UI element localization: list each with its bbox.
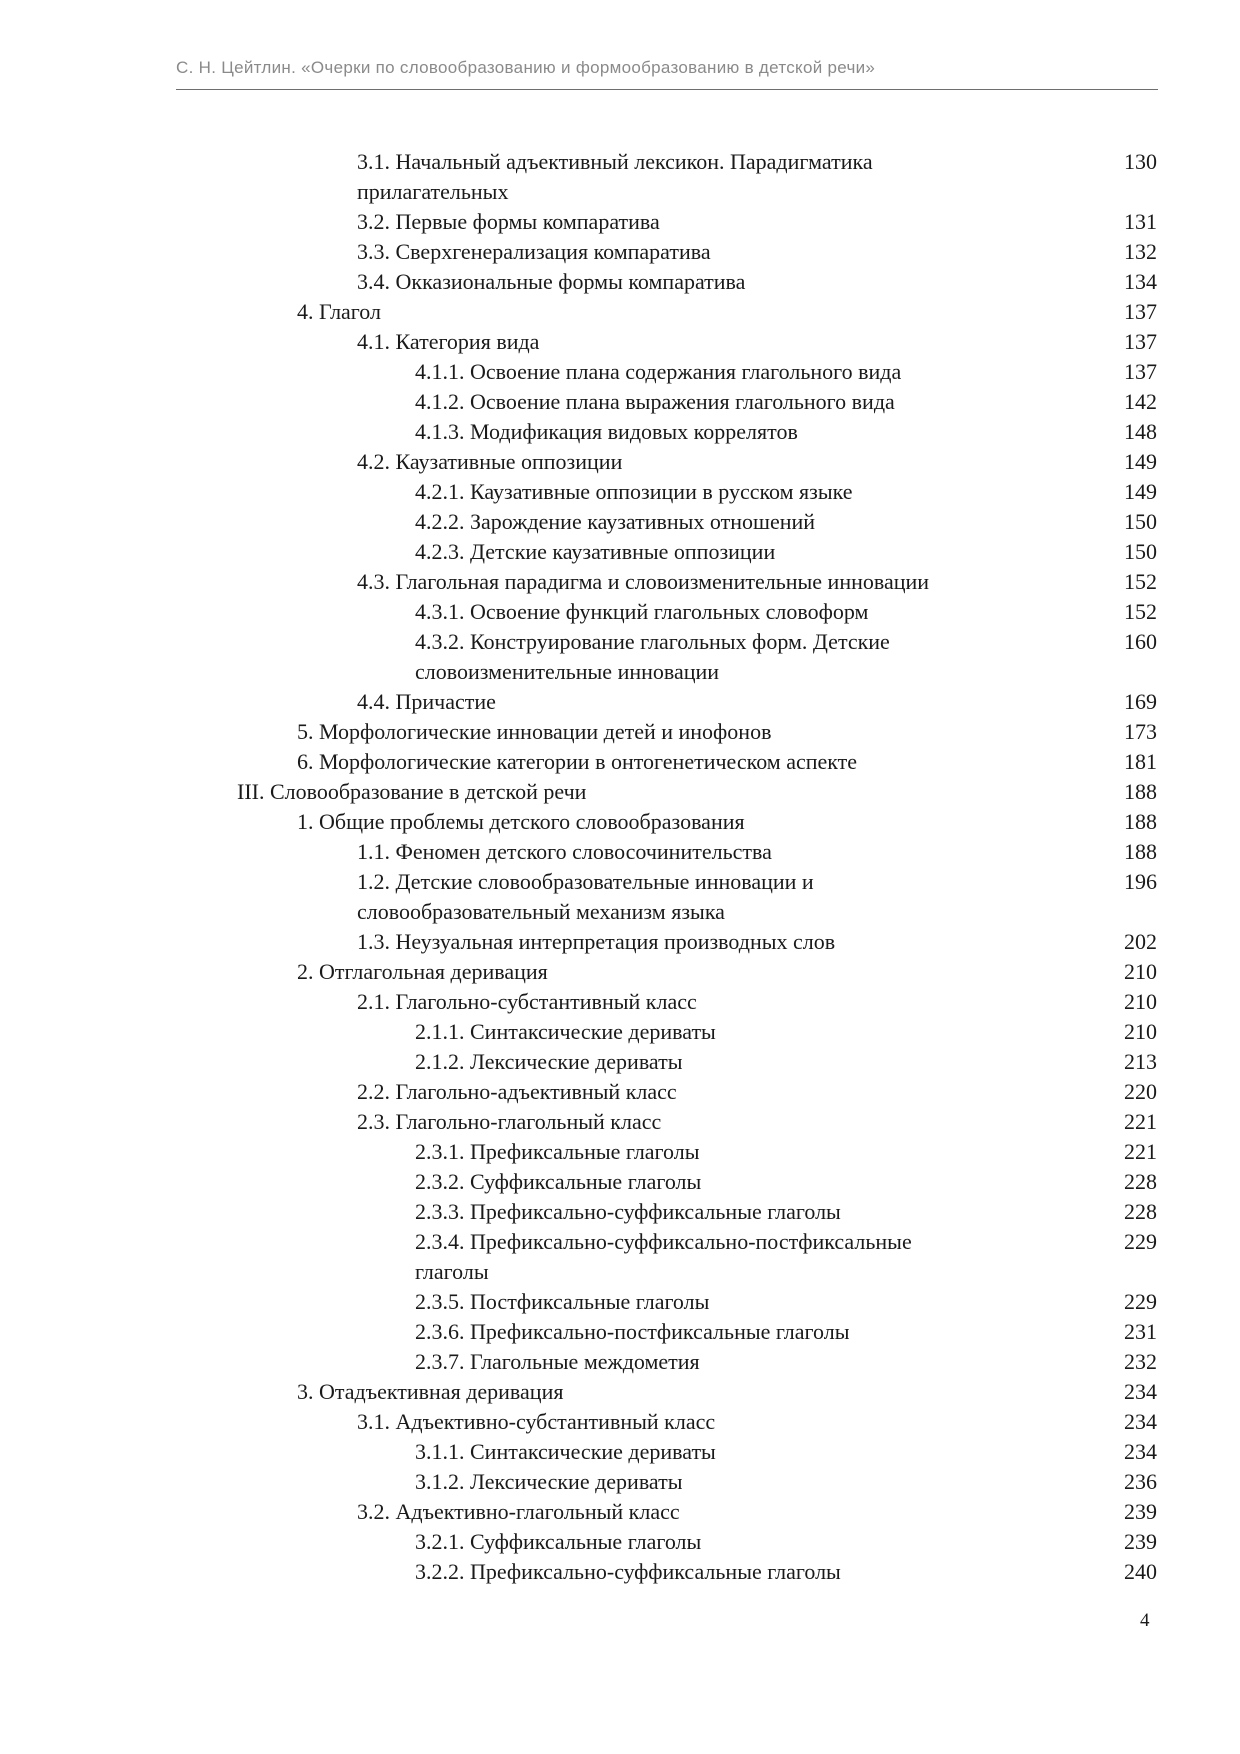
toc-entry — [0, 387, 1240, 417]
toc-entry-title: 3.1.2. Лексические дериваты — [415, 1469, 683, 1494]
toc-entry-title: 2.2. Глагольно-адъективный класс — [357, 1079, 677, 1104]
toc-entry-page: 134 — [1124, 269, 1157, 294]
toc-entry-page: 239 — [1124, 1529, 1157, 1554]
table-of-contents — [0, 147, 1240, 1587]
toc-entry-title: 2.3.7. Глагольные междометия — [415, 1349, 700, 1374]
toc-entry-title: 4.2.3. Детские каузативные оппозиции — [415, 539, 776, 564]
toc-entry — [0, 1107, 1240, 1137]
toc-entry — [0, 1377, 1240, 1407]
toc-entry-page: 210 — [1124, 989, 1157, 1014]
toc-entry-page: 152 — [1124, 599, 1157, 624]
toc-entry-page: 232 — [1124, 1349, 1157, 1374]
toc-entry-title: 3.1. Начальный адъективный лексикон. Парадигматика прилагательных — [357, 149, 873, 204]
toc-entry-title: 4.2. Каузативные оппозиции — [357, 449, 623, 474]
toc-entry-title: 2.3.1. Префиксальные глаголы — [415, 1139, 700, 1164]
toc-entry — [0, 537, 1240, 567]
toc-entry — [0, 1557, 1240, 1587]
toc-entry — [0, 1047, 1240, 1077]
toc-entry — [0, 477, 1240, 507]
toc-entry-title: 4.1.1. Освоение плана содержания глагольного вида — [415, 359, 902, 384]
toc-entry-title: 1. Общие проблемы детского словообразования — [297, 809, 745, 834]
toc-entry-page: 181 — [1124, 749, 1157, 774]
toc-entry-title: 2. Отглагольная деривация — [297, 959, 548, 984]
toc-entry-page: 188 — [1124, 779, 1157, 804]
toc-entry — [0, 717, 1240, 747]
toc-entry-title: 2.3.2. Суффиксальные глаголы — [415, 1169, 702, 1194]
toc-entry — [0, 1017, 1240, 1047]
toc-entry — [0, 1347, 1240, 1377]
toc-entry-title: 4.3.1. Освоение функций глагольных словоформ — [415, 599, 869, 624]
toc-entry-title: 2.3.3. Префиксально-суффиксальные глаголы — [415, 1199, 841, 1224]
toc-entry-title: 4.1. Категория вида — [357, 329, 540, 354]
toc-entry-page: 220 — [1124, 1079, 1157, 1104]
toc-entry — [0, 1437, 1240, 1467]
toc-entry-page: 229 — [1124, 1289, 1157, 1314]
toc-entry — [0, 507, 1240, 537]
toc-entry-title: 3.2. Адъективно-глагольный класс — [357, 1499, 680, 1524]
toc-entry-page: 137 — [1124, 329, 1157, 354]
toc-entry-title: 3. Отадъективная деривация — [297, 1379, 564, 1404]
toc-entry-title: 3.2.1. Суффиксальные глаголы — [415, 1529, 702, 1554]
toc-entry — [0, 327, 1240, 357]
toc-entry-page: 228 — [1124, 1199, 1157, 1224]
toc-entry-title: 6. Морфологические категории в онтогенетическом аспекте — [297, 749, 858, 774]
toc-entry-title: 2.1. Глагольно-субстантивный класс — [357, 989, 697, 1014]
toc-entry — [0, 807, 1240, 837]
toc-entry-title: 2.3.4. Префиксально-суффиксально-постфиксальные глаголы — [415, 1229, 912, 1284]
toc-entry-title: 5. Морфологические инновации детей и инофонов — [297, 719, 772, 744]
toc-entry-page: 173 — [1124, 719, 1157, 744]
toc-entry — [0, 1227, 1240, 1287]
toc-entry — [0, 1407, 1240, 1437]
toc-entry-title: 3.3. Сверхгенерализация компаратива — [357, 239, 711, 264]
toc-entry-title: 4.3.2. Конструирование глагольных форм. Детские словоизменительные инновации — [415, 629, 890, 684]
toc-entry-page: 142 — [1124, 389, 1157, 414]
toc-entry-page: 149 — [1124, 479, 1157, 504]
toc-entry — [0, 987, 1240, 1017]
toc-entry — [0, 147, 1240, 207]
toc-entry — [0, 927, 1240, 957]
toc-entry-page: 152 — [1124, 569, 1157, 594]
toc-entry — [0, 297, 1240, 327]
toc-entry-page: 150 — [1124, 539, 1157, 564]
toc-entry-page: 210 — [1124, 1019, 1157, 1044]
toc-entry — [0, 207, 1240, 237]
toc-entry-page: 149 — [1124, 449, 1157, 474]
toc-entry-title: 1.1. Феномен детского словосочинительства — [357, 839, 772, 864]
toc-entry-page: 202 — [1124, 929, 1157, 954]
toc-entry — [0, 447, 1240, 477]
toc-entry — [0, 837, 1240, 867]
toc-entry-page: 137 — [1124, 299, 1157, 324]
toc-entry-page: 240 — [1124, 1559, 1157, 1584]
toc-entry — [0, 957, 1240, 987]
toc-entry — [0, 1077, 1240, 1107]
toc-entry-page: 131 — [1124, 209, 1157, 234]
toc-entry-page: 236 — [1124, 1469, 1157, 1494]
toc-entry-title: 3.4. Окказиональные формы компаратива — [357, 269, 746, 294]
toc-entry-page: 228 — [1124, 1169, 1157, 1194]
toc-entry — [0, 597, 1240, 627]
toc-entry-title: III. Словообразование в детской речи — [237, 779, 587, 804]
toc-entry — [0, 1167, 1240, 1197]
toc-entry — [0, 1317, 1240, 1347]
toc-entry-page: 221 — [1124, 1109, 1157, 1134]
toc-entry — [0, 357, 1240, 387]
toc-entry — [0, 687, 1240, 717]
toc-entry-title: 2.1.2. Лексические дериваты — [415, 1049, 683, 1074]
toc-entry — [0, 867, 1240, 927]
toc-entry-page: 213 — [1124, 1049, 1157, 1074]
toc-entry-page: 234 — [1124, 1439, 1157, 1464]
toc-entry-page: 221 — [1124, 1139, 1157, 1164]
toc-entry-title: 4. Глагол — [297, 299, 381, 324]
running-header: С. Н. Цейтлин. «Очерки по словообразованию и формообразованию в детской речи» — [176, 58, 876, 77]
toc-entry-page: 234 — [1124, 1379, 1157, 1404]
toc-entry — [0, 267, 1240, 297]
toc-entry — [0, 747, 1240, 777]
toc-entry — [0, 777, 1240, 807]
toc-entry — [0, 237, 1240, 267]
toc-entry — [0, 1497, 1240, 1527]
toc-entry-page: 196 — [1124, 869, 1157, 894]
toc-entry-title: 1.3. Неузуальная интерпретация производных слов — [357, 929, 836, 954]
toc-entry-title: 1.2. Детские словообразовательные инновации и словообразовательный механизм языка — [357, 869, 814, 924]
toc-entry-title: 4.2.2. Зарождение каузативных отношений — [415, 509, 816, 534]
toc-entry-page: 188 — [1124, 809, 1157, 834]
toc-entry-title: 2.1.1. Синтаксические дериваты — [415, 1019, 716, 1044]
toc-entry — [0, 1197, 1240, 1227]
toc-entry-page: 137 — [1124, 359, 1157, 384]
header-divider — [176, 89, 1158, 90]
page-number: 4 — [1140, 1610, 1150, 1631]
toc-entry-title: 4.1.2. Освоение плана выражения глагольного вида — [415, 389, 895, 414]
toc-entry-title: 4.3. Глагольная парадигма и словоизменительные инновации — [357, 569, 930, 594]
toc-entry-page: 148 — [1124, 419, 1157, 444]
toc-entry-title: 2.3.5. Постфиксальные глаголы — [415, 1289, 710, 1314]
toc-entry — [0, 1287, 1240, 1317]
toc-entry-page: 132 — [1124, 239, 1157, 264]
toc-entry — [0, 1527, 1240, 1557]
toc-entry-title: 3.2. Первые формы компаратива — [357, 209, 660, 234]
toc-entry-page: 160 — [1124, 629, 1157, 654]
toc-entry-page: 234 — [1124, 1409, 1157, 1434]
toc-entry-title: 4.1.3. Модификация видовых коррелятов — [415, 419, 798, 444]
toc-entry-page: 231 — [1124, 1319, 1157, 1344]
toc-entry-page: 210 — [1124, 959, 1157, 984]
toc-entry — [0, 567, 1240, 597]
toc-entry — [0, 417, 1240, 447]
toc-entry-title: 3.1.1. Синтаксические дериваты — [415, 1439, 716, 1464]
toc-entry-page: 188 — [1124, 839, 1157, 864]
toc-entry-title: 3.1. Адъективно-субстантивный класс — [357, 1409, 716, 1434]
toc-entry-page: 229 — [1124, 1229, 1157, 1254]
toc-entry-page: 239 — [1124, 1499, 1157, 1524]
toc-entry-title: 2.3.6. Префиксально-постфиксальные глаголы — [415, 1319, 850, 1344]
toc-entry-title: 2.3. Глагольно-глагольный класс — [357, 1109, 662, 1134]
toc-entry — [0, 1137, 1240, 1167]
toc-entry-page: 169 — [1124, 689, 1157, 714]
toc-entry — [0, 1467, 1240, 1497]
toc-entry-page: 150 — [1124, 509, 1157, 534]
toc-entry-title: 4.2.1. Каузативные оппозиции в русском языке — [415, 479, 853, 504]
toc-entry — [0, 627, 1240, 687]
toc-entry-page: 130 — [1124, 149, 1157, 174]
toc-entry-title: 4.4. Причастие — [357, 689, 496, 714]
toc-entry-title: 3.2.2. Префиксально-суффиксальные глаголы — [415, 1559, 841, 1584]
